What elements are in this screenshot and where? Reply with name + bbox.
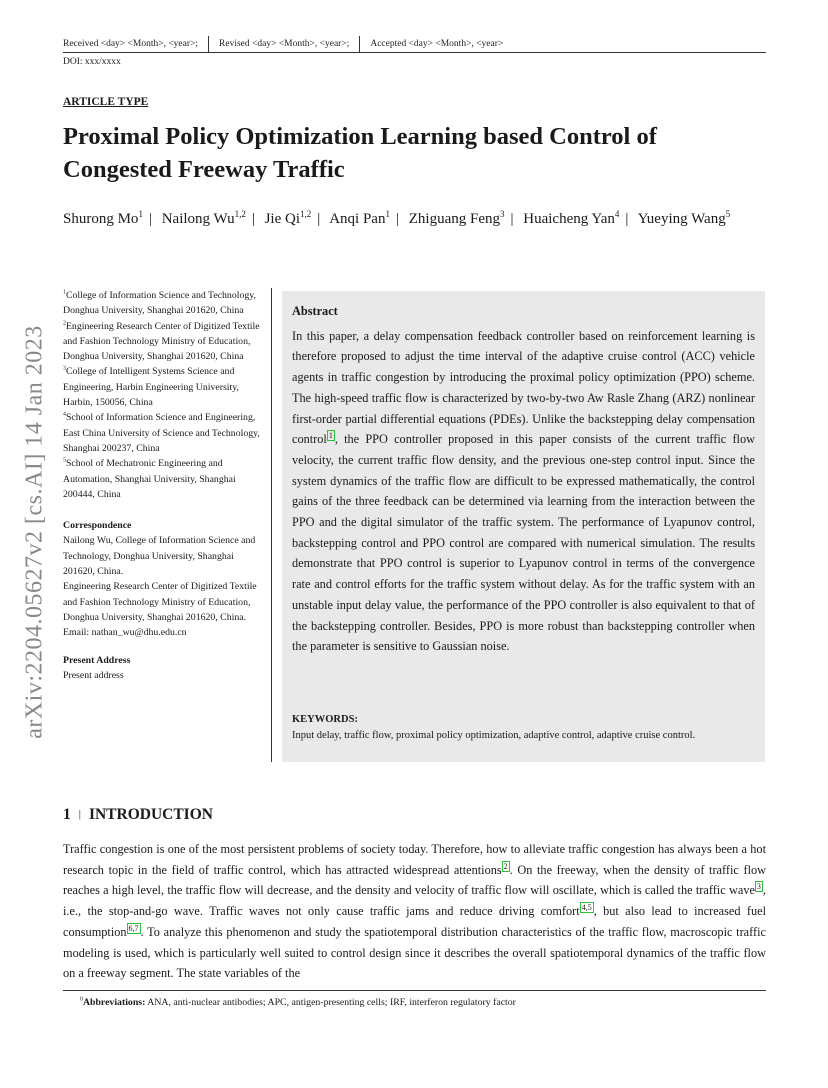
column-divider: [271, 288, 272, 762]
section-heading: 1 | INTRODUCTION: [63, 806, 213, 823]
abstract: [292, 301, 755, 657]
author: Huaicheng Yan$^4$: [523, 209, 620, 227]
author: Anqi Pan$^1$: [329, 209, 390, 227]
affiliations: [63, 288, 266, 502]
left-column: [63, 288, 266, 683]
article-type: ARTICLE TYPE: [63, 96, 149, 108]
correspondence-line: Nailong Wu, College of Information Science and Technology, Donghua University, Shanghai 201620, China.: [63, 535, 256, 578]
present-address: Present address: [63, 669, 124, 681]
citation-link[interactable]: 1: [328, 431, 333, 441]
correspondence-heading: Correspondence: [63, 520, 132, 532]
author: Jie Qi$^{1,2}$: [264, 209, 312, 227]
affiliation: $^2$Engineering Research Center of Digitized Textile and Fashion Technology Ministry of Education, Donghua University, Shanghai 201620, China: [63, 320, 260, 363]
affiliation: $^1$College of Information Science and Technology, Donghua University, Shanghai 201620, China: [63, 289, 256, 317]
citation-link[interactable]: 2: [503, 861, 508, 871]
affiliation: $^4$School of Information Science and Engineering, East China University of Science and Technology, Shanghai 200237, China: [63, 412, 260, 454]
footnote: $^0$Abbreviations: ANA, anti-nuclear antibodies; APC, antigen-presenting cells; IRF, interferon regulatory factor: [80, 996, 516, 1008]
header-separator: [359, 36, 360, 52]
keywords-text: Input delay, traffic flow, proximal policy optimization, adaptive control, adaptive cruise control.: [292, 730, 696, 741]
affiliation: $^3$College of Intelligent Systems Science and Engineering, Harbin Engineering University, Harbin, 150056, China: [63, 366, 239, 409]
abstract-heading: Abstract: [292, 304, 338, 318]
author: Nailong Wu$^{1,2}$: [161, 209, 246, 227]
arxiv-stamp: arXiv:2204.05627v2 [cs.AI] 14 Jan 2023: [21, 325, 48, 739]
journal-header: [63, 36, 765, 52]
keywords: [292, 714, 755, 741]
citation-link[interactable]: 4,5: [581, 903, 592, 913]
intro-paragraph: Traffic congestion is one of the most persistent problems of society today. Therefore, how to alleviate traffic congestion has always been a hot research topic in the field of traffic control, which has attracted widespread attentions $^2$ . On the freeway, when the density of traffic flow reaches a high level, the traffic flow will decrease, and the density and velocity of traffic flow will oscillate, which is called the traffic wave $^3$ , i.e., the stop-and-go wave. Traffic waves not only cause traffic jams and reduce driving comfort $^{4,5}$ , but also lead to increased fuel consumption $^{6,7}$ . To analyze this phenomenon and study the spatiotemporal distribution characteristics of the traffic flow, macroscopic traffic modeling is used, which is particularly well suited to control design since it describes the overall spatiotemporal dynamics of the traffic flow on a freeway segment. The state variables of the: [63, 842, 767, 981]
paper-title: Proximal Policy Optimization Learning based Control of Congested Freeway Traffic: [63, 123, 657, 183]
author: Shurong Mo$^1$: [63, 209, 143, 227]
correspondence-email: Email: nathan_wu@dhu.edu.cn: [63, 627, 187, 639]
received-date: Received <day> <Month>, <year>;: [63, 39, 199, 49]
affiliation: $^5$School of Mechatronic Engineering and Automation, Shanghai University, Shanghai 200444, China: [63, 458, 236, 500]
header-rule: [63, 52, 766, 53]
author: Zhiguang Feng$^3$: [408, 209, 505, 227]
accepted-date: Accepted <day> <Month>, <year>: [370, 39, 504, 49]
correspondence-line: Engineering Research Center of Digitized Textile and Fashion Technology Ministry of Education, Donghua University, Shanghai 201620, China.: [63, 581, 257, 623]
citation-link[interactable]: 6,7: [128, 923, 139, 933]
footnote-rule: [63, 990, 766, 991]
doi: DOI: xxx/xxxx: [63, 57, 121, 67]
author: Yueying Wang$^5$: [637, 209, 731, 227]
present-address-heading: Present Address: [63, 654, 131, 666]
citation-link[interactable]: 3: [756, 882, 761, 892]
revised-date: Revised <day> <Month>, <year>;: [219, 39, 350, 49]
author-list: Shurong Mo$^1$ | Nailong Wu$^{1,2}$ | Jie Qi$^{1,2}$ | Anqi Pan$^1$ | Zhiguang Feng$^3$ | Huaicheng Yan$^4$ | Yueying Wang$^5$: [63, 209, 731, 227]
abstract-text: In this paper, a delay compensation feedback controller based on reinforcement learning is therefore proposed to adjust the time interval of the adaptive cruise control (ACC) vehicle agents in traffic congestion by introducing the proximal policy optimization (PPO) scheme. The high-speed traffic flow is characterized by two-by-two Aw Rasle Zhang (ARZ) nonlinear first-order partial differential equations (PDEs). Unlike the backstepping delay compensation control $^1$ , the PPO controller proposed in this paper consists of the current traffic flow velocity, the current traffic flow density, and the previous one-step control input. Since the system dynamics of the traffic flow are difficult to be expressed mathematically, the control gains of the three feedback can be determined via learning from the interaction between the PPO and the digital simulator of the traffic system. The performance of Lyapunov control, backstepping control and PPO control are compared with numerical simulation. The results demonstrate that PPO control is superior to Lyapunov control in terms of the convergence rate and control efforts for the traffic system without delay. As for the traffic system with an unstable input delay value, the performance of the PPO controller is also equivalent to that of the backstepping controller. Besides, PPO is more robust than backstepping controller when the parameter is sensitive to Gaussian noise.: [292, 328, 755, 654]
keywords-heading: KEYWORDS:: [292, 714, 358, 725]
header-separator: [208, 36, 209, 52]
